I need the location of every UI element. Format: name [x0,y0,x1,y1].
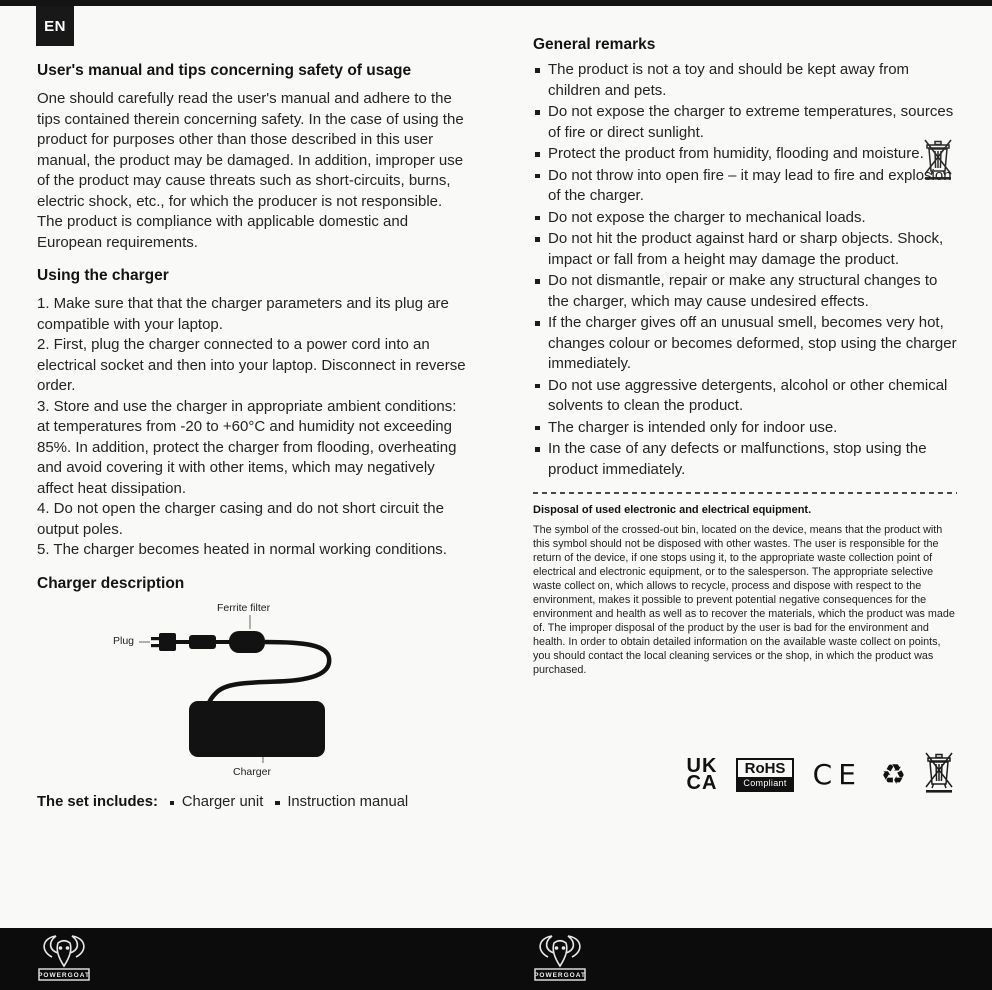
ce-mark: CE [812,758,862,791]
remark-item: Do not use aggressive detergents, alcohol or other chemical solvents to clean the product. [533,376,957,417]
recycle-icon: ♻ [880,758,906,790]
set-includes-item: Charger unit [170,794,263,810]
remark-item: Do not throw into open fire – it may lead to fire and explosion of the charger. [533,166,957,207]
using-heading: Using the charger [37,267,169,284]
set-includes-item: Instruction manual [275,794,408,810]
charger-illustration [113,602,393,782]
dashed-divider [533,492,957,494]
rohs-subtitle: Compliant [738,777,791,790]
left-column [37,62,471,810]
brand-wordmark: POWERGOAT [534,972,586,979]
remark-item: The product is not a toy and should be kept away from children and pets. [533,60,957,101]
disposal-heading: Disposal of used electronic and electrical equipment. [533,504,812,516]
weee-bin-icon [925,751,953,798]
using-step: 1. Make sure that that the charger parameters and its plug are compatible with your laptop. [37,295,449,333]
ukca-mark [686,754,718,794]
compliance-marks-row [533,751,957,798]
charger-label: Charger [233,765,271,778]
set-includes [37,794,471,810]
remark-item: Do not hit the product against hard or sharp objects. Shock, impact or fall from a height may damage the product. [533,229,957,270]
safety-heading: User's manual and tips concerning safety of usage [37,62,412,79]
top-edge-bar [0,0,992,6]
ukca-top: UK [686,754,718,777]
powergoat-logo [36,933,92,990]
rohs-badge [736,758,793,792]
plug-label: Plug [113,634,135,647]
ferrite-filter-label: Ferrite filter [217,601,271,614]
footer-bar [0,928,992,990]
remark-item: If the charger gives off an unusual smell, becomes very hot, changes colour or becomes deformed, stop using the charger immediately. [533,313,957,375]
ukca-bottom: CA [686,771,718,794]
description-heading: Charger description [37,574,185,592]
using-step: 2. First, plug the charger connected to a power cord into an electrical socket and then into your laptop. Disconnect in reverse order. [37,336,466,394]
disposal-paragraph: The symbol of the crossed-out bin, located on the device, means that the product with this symbol should not be disposed with other wastes. The user is responsible for the return of the device, if one stops using it, to the appropriate waste collection point of electrical and electronic equipment, or to the salesperson. The appropriate selective waste collect on, which allows to recycle, process and dispose with respect to the environment, makes it possible to prevent potential negative consequences for the environment and health as well as to recover the materials, which the product was made of. The improper disposal of the product by the user is bad for the environment and health. In order to obtain detailed information on the available waste collect on points, you should contact the local cleaning services or the shop, in which the product was purchased. [533,524,955,676]
remark-item: Do not dismantle, repair or make any structural changes to the charger, which may cause undesired effects. [533,271,957,312]
remark-item: The charger is intended only for indoor use. [533,418,957,439]
set-includes-label: The set includes: [37,793,158,810]
rohs-title: RoHS [744,759,786,777]
brand-wordmark: POWERGOAT [38,972,90,979]
using-step: 3. Store and use the charger in appropriate ambient conditions: at temperatures from -20 to +60°C and humidity not exceeding 85%. In addition, protect the charger from flooding, overheating and avoid covering it with other items, which may negatively affect heat dissipation. [37,397,457,497]
remark-item: Do not expose the charger to extreme temperatures, sources of fire or direct sunlight. [533,102,957,143]
using-step: 4. Do not open the charger casing and do not short circuit the output poles. [37,500,444,538]
right-column [533,36,957,798]
remarks-heading: General remarks [533,36,656,53]
charger-diagram [113,602,393,782]
remark-item: Protect the product from humidity, flooding and moisture. [533,144,957,165]
powergoat-logo [532,933,588,990]
remarks-list [533,60,957,480]
safety-paragraph: One should carefully read the user's manual and adhere to the tips contained therein concerning safety. In the case of using the product for purposes other than those described in this user manual, the product may be damaged. In addition, improper use of the product may cause threats such as short-circuits, burns, electric shock, etc., for which the producer is not responsible. The product is compliance with applicable domestic and European requirements. [37,90,464,251]
remark-item: Do not expose the charger to mechanical loads. [533,208,957,229]
language-badge: EN [36,6,74,46]
remark-item: In the case of any defects or malfunctions, stop using the product immediately. [533,439,957,480]
using-step: 5. The charger becomes heated in normal working conditions. [37,541,447,558]
